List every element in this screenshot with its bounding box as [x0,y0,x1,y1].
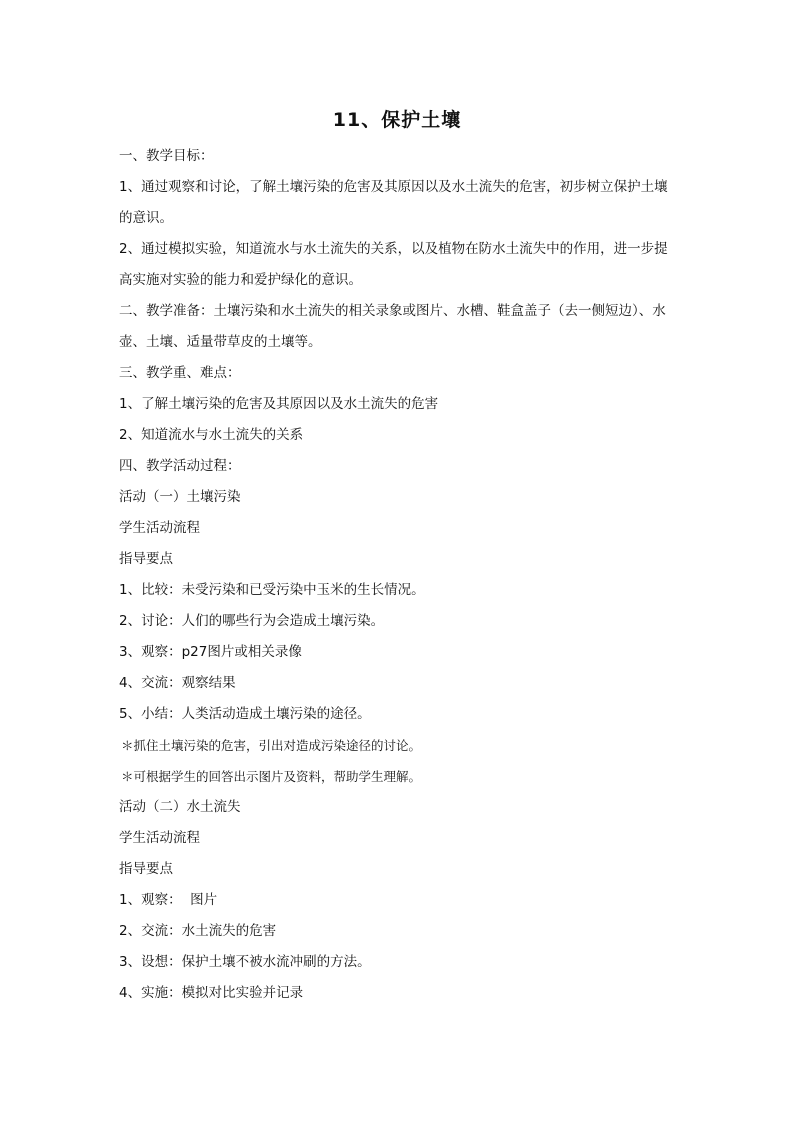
activity-step: 3、观察：p27图片或相关录像 [119,644,302,660]
activity-1-heading: 活动（一）土壤污染 [119,489,241,505]
section-heading-objectives: 一、教学目标： [119,148,214,164]
activity-step: 5、小结：人类活动造成土壤污染的途径。 [119,706,371,722]
activity-step: 2、交流：水土流失的危害 [119,923,277,939]
key-point-item: 1、了解土壤污染的危害及其原因以及水土流失的危害 [119,396,439,412]
section-heading-key-points: 三、教学重、难点： [119,365,241,381]
activity-step: 2、讨论：人们的哪些行为会造成土壤污染。 [119,613,385,629]
guidance-label: 指导要点 [119,861,173,877]
guidance-label: 指导要点 [119,551,173,567]
activity-2-heading: 活动（二）水土流失 [119,799,241,815]
activity-step: 3、设想：保护土壤不被水流冲刷的方法。 [119,954,371,970]
activity-step: 4、实施：模拟对比实验并记录 [119,985,304,1001]
guidance-note: ＊可根据学生的回答出示图片及资料，帮助学生理解。 [121,769,422,784]
preparation-paragraph: 二、教学准备：土壤污染和水土流失的相关录象或图片、水槽、鞋盒盖子（去一侧短边）、水壶、土壤、适量带草皮的土壤等。 [119,303,666,350]
activity-step: 4、交流：观察结果 [119,675,236,691]
objective-paragraph-1: 1、通过观察和讨论，了解土壤污染的危害及其原因以及水土流失的危害，初步树立保护土壤的意识。 [119,179,668,226]
objective-paragraph-2: 2、通过模拟实验，知道流水与水土流失的关系，以及植物在防水土流失中的作用，进一步提高实施对实验的能力和爱护绿化的意识。 [119,241,668,288]
activity-step: 1、比较：未受污染和已受污染中玉米的生长情况。 [119,582,425,598]
student-flow-label: 学生活动流程 [119,830,200,846]
document-title: 11、保护土壤 [332,109,462,131]
key-point-item: 2、知道流水与水土流失的关系 [119,427,304,443]
document-body [119,141,677,1009]
guidance-note: ＊抓住土壤污染的危害，引出对造成污染途径的讨论。 [121,738,422,753]
student-flow-label: 学生活动流程 [119,520,200,536]
activity-step: 1、观察： 图片 [119,892,218,908]
section-heading-process: 四、教学活动过程： [119,458,241,474]
